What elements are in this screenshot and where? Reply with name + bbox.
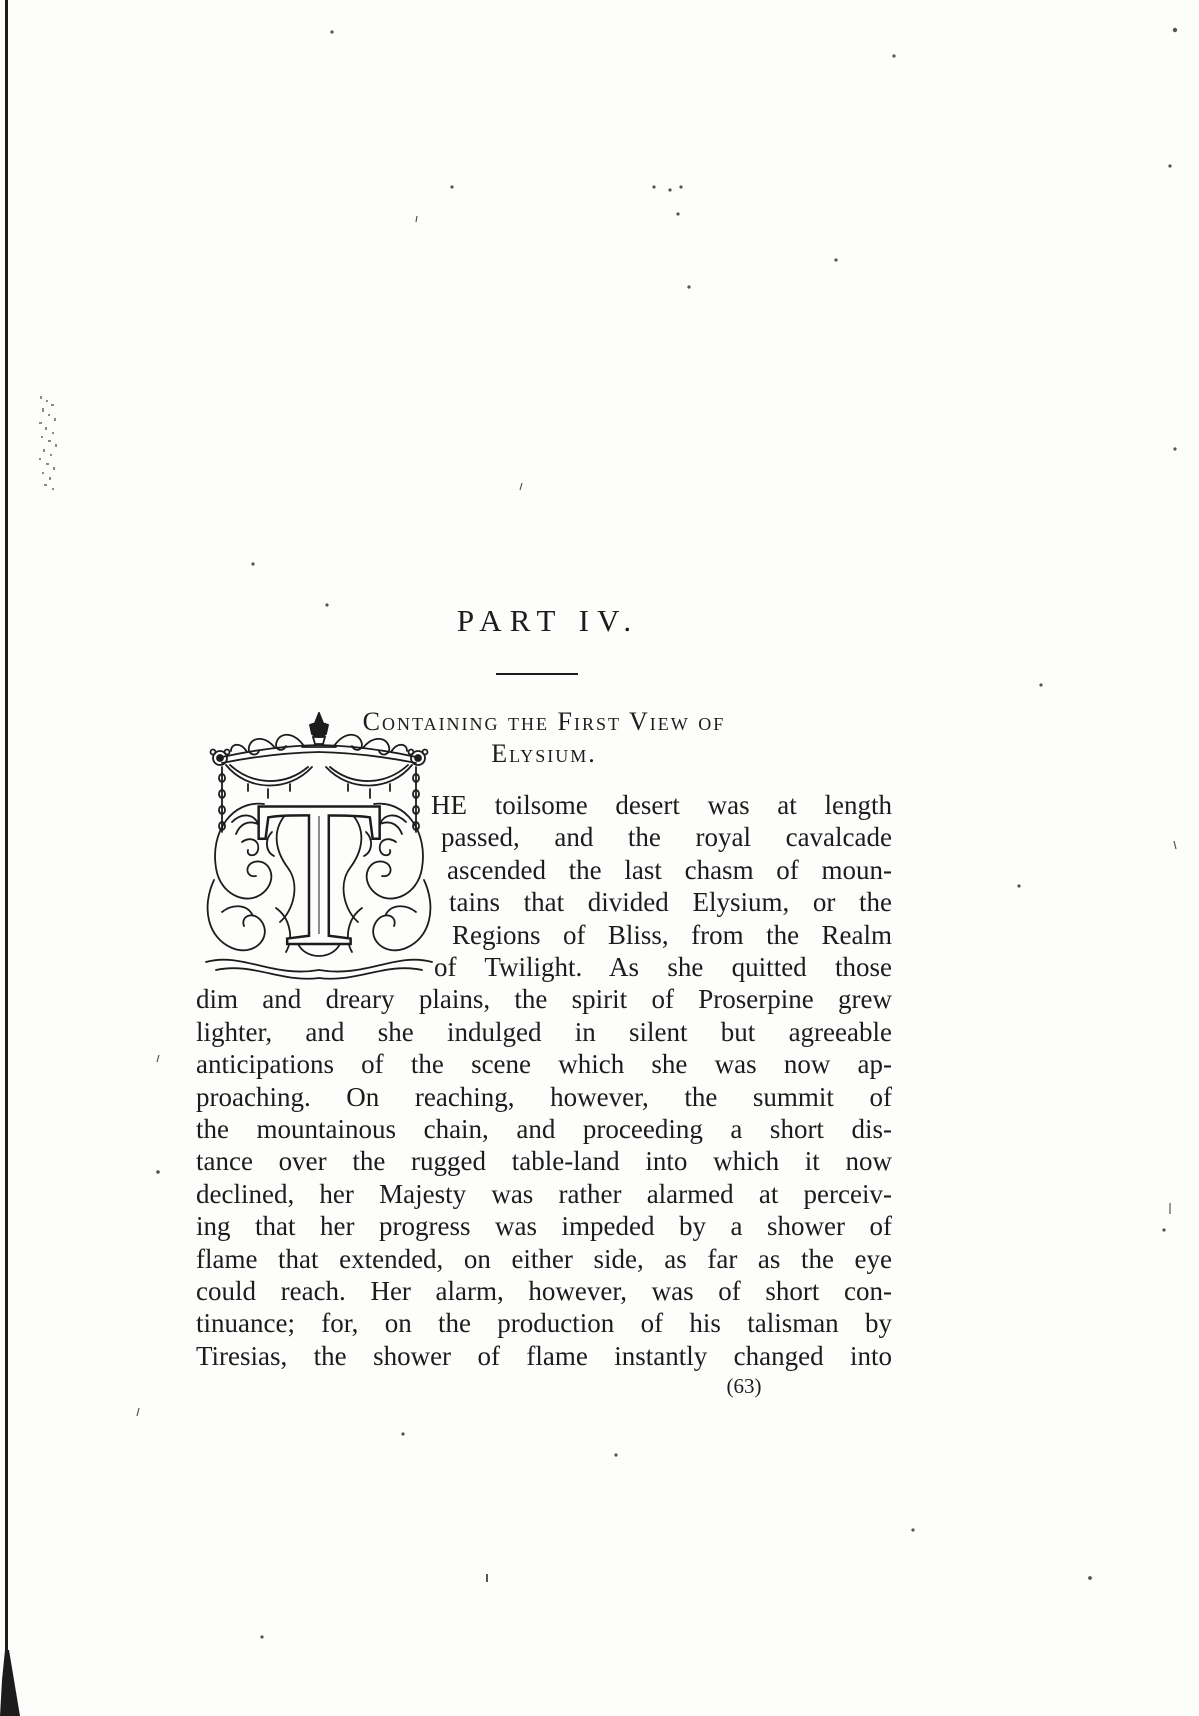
body-line: of Twilight. As she quitted those	[434, 952, 892, 982]
body-line: anticipations of the scene which she was now ap-	[196, 1049, 892, 1079]
scan-speck	[331, 31, 333, 33]
body-line: declined, her Majesty was rather alarmed at perceiv-	[196, 1179, 892, 1209]
scan-speck	[1169, 165, 1171, 167]
scan-speck	[688, 286, 690, 288]
scan-speck	[261, 1636, 263, 1638]
urn-finial	[302, 713, 336, 747]
scan-speck	[677, 213, 679, 215]
body-line: Tiresias, the shower of flame instantly changed into	[196, 1341, 892, 1371]
scan-speck	[402, 1433, 404, 1435]
scan-speck	[157, 1055, 159, 1062]
scan-speck	[137, 1408, 139, 1416]
title-rule	[496, 673, 578, 675]
scan-speck	[912, 1529, 914, 1531]
scan-speck	[615, 1454, 617, 1456]
body-line: passed, and the royal cavalcade	[441, 822, 892, 852]
scan-speck	[893, 55, 895, 57]
scan-speck	[653, 186, 655, 188]
body-line: lighter, and she indulged in silent but agreeable	[196, 1017, 892, 1047]
drop-cap-letter: T	[254, 758, 384, 984]
body-line: the mountainous chain, and proceeding a short dis-	[196, 1114, 892, 1144]
body-line: HE toilsome desert was at length	[431, 790, 892, 820]
scan-speck	[1174, 841, 1176, 849]
scan-speck	[451, 186, 453, 188]
scan-speck	[1173, 28, 1176, 31]
margin-speckle-strip	[36, 394, 62, 494]
scan-speck	[157, 1171, 159, 1173]
drop-cap-ornament	[202, 712, 436, 984]
scan-speck	[252, 563, 254, 565]
chapter-heading-line-1: Containing the First View of	[362, 707, 726, 736]
binding-edge-smear	[0, 1650, 24, 1716]
scan-speck	[1040, 684, 1042, 686]
scan-speck	[1089, 1577, 1092, 1580]
left-binding-edge	[5, 0, 8, 1716]
body-line: dim and dreary plains, the spirit of Proserpine grew	[196, 984, 892, 1014]
chapter-heading-line-2: Elysium.	[491, 739, 597, 768]
body-line: flame that extended, on either side, as far as the eye	[196, 1244, 892, 1274]
body-line: tains that divided Elysium, or the	[449, 887, 892, 917]
scan-speck	[680, 186, 682, 188]
page-number: (63)	[726, 1374, 762, 1398]
part-title: PART IV.	[456, 603, 640, 638]
scan-speck	[1018, 885, 1020, 887]
body-line: Regions of Bliss, from the Realm	[452, 920, 892, 950]
scan-speck	[1174, 448, 1176, 450]
body-line: tance over the rugged table-land into which it now	[196, 1146, 892, 1176]
scan-speck	[1163, 1229, 1165, 1231]
scan-speck	[416, 216, 417, 222]
body-line: tinuance; for, on the production of his talisman by	[196, 1308, 892, 1338]
scan-speck	[835, 259, 837, 261]
scan-speck	[520, 483, 522, 490]
body-line: ing that her progress was impeded by a shower of	[196, 1211, 892, 1241]
body-line: ascended the last chasm of moun-	[447, 855, 892, 885]
scan-speck	[669, 189, 671, 191]
body-line: proaching. On reaching, however, the summit of	[196, 1082, 892, 1112]
body-line: could reach. Her alarm, however, was of short con-	[196, 1276, 892, 1306]
